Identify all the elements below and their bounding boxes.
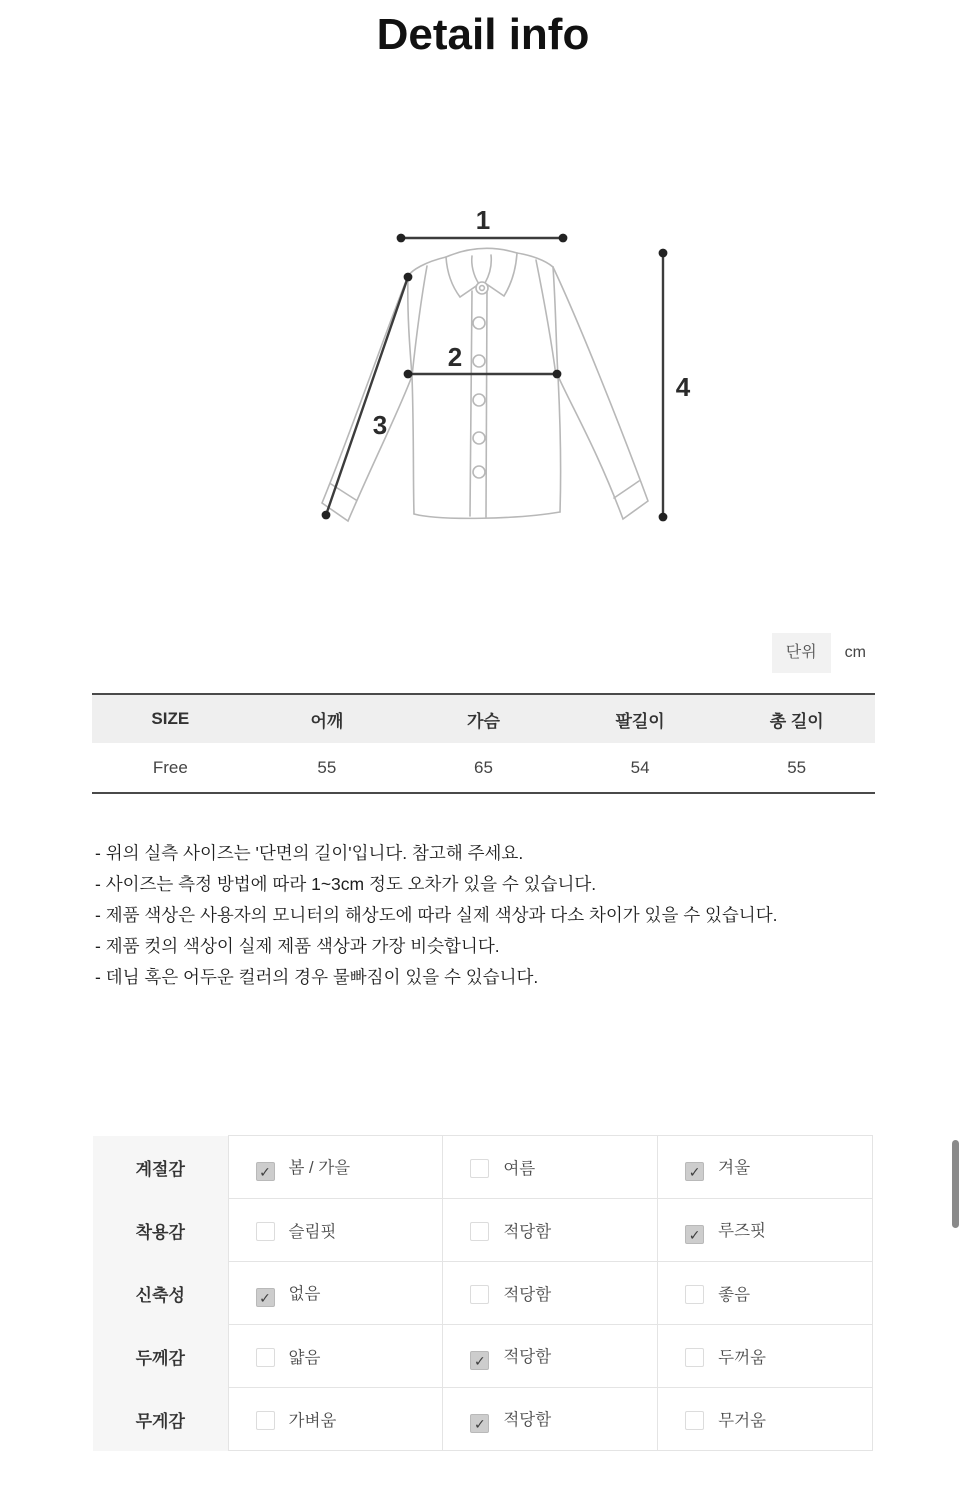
shirt-button xyxy=(473,394,485,406)
size-table xyxy=(92,693,875,794)
measure-dot xyxy=(397,234,406,243)
scrollbar-thumb[interactable] xyxy=(952,1140,959,1228)
feature-option-label: 적당함 xyxy=(503,1410,552,1429)
shirt-collar-right-leaf xyxy=(485,253,517,296)
shirt-placket-left-line xyxy=(470,291,472,516)
shirt-diagram-svg xyxy=(300,200,700,550)
feature-row xyxy=(93,1388,873,1451)
size-header-shoulder: 어깨 xyxy=(249,694,406,743)
feature-option-cell xyxy=(658,1262,873,1325)
measure-dot xyxy=(404,370,413,379)
note-line: - 제품 컷의 색상이 실제 제품 색상과 가장 비슷합니다. xyxy=(95,936,500,956)
measurement-lines xyxy=(322,234,668,522)
feature-option-cell xyxy=(228,1136,443,1199)
checkbox-checked-icon[interactable]: ✓ xyxy=(470,1414,489,1433)
measurement-labels xyxy=(373,205,691,440)
shirt-right-side xyxy=(553,267,561,512)
shirt-measurement-diagram xyxy=(300,200,700,550)
shirt-collar-back xyxy=(446,248,517,257)
checkbox-checked-icon[interactable]: ✓ xyxy=(256,1288,275,1307)
checkbox-unchecked-icon[interactable] xyxy=(256,1222,275,1241)
feature-option-label: 좋음 xyxy=(718,1286,751,1304)
checkbox-checked-icon[interactable]: ✓ xyxy=(256,1162,275,1181)
feature-option-label: 슬림핏 xyxy=(288,1223,337,1241)
feature-row xyxy=(93,1199,873,1262)
feature-option-cell xyxy=(228,1388,443,1451)
unit-badge: 단위 xyxy=(772,633,831,673)
measure-label-1: 1 xyxy=(475,205,491,235)
checkbox-unchecked-icon[interactable] xyxy=(256,1348,275,1367)
note-line: - 제품 색상은 사용자의 모니터의 해상도에 따라 실제 색상과 다소 차이가 있을 수 있습니다. xyxy=(95,905,778,925)
feature-row-label: 두께감 xyxy=(93,1325,228,1388)
measure-dot xyxy=(559,234,568,243)
checkbox-unchecked-icon[interactable] xyxy=(685,1348,704,1367)
size-header-size: SIZE xyxy=(92,694,249,743)
shirt-hem xyxy=(414,512,560,518)
measure-dot xyxy=(553,370,562,379)
shirt-right-sleeve xyxy=(553,267,648,519)
feature-option-cell xyxy=(658,1136,873,1199)
feature-option-label: 여름 xyxy=(503,1160,536,1178)
feature-table-body xyxy=(93,1136,873,1451)
checkbox-checked-icon[interactable]: ✓ xyxy=(685,1225,704,1244)
checkbox-checked-icon[interactable]: ✓ xyxy=(685,1162,704,1181)
feature-option-cell xyxy=(228,1262,443,1325)
feature-option-label: 없음 xyxy=(288,1284,321,1303)
shirt-button xyxy=(473,355,485,367)
checkbox-unchecked-icon[interactable] xyxy=(256,1411,275,1430)
size-value-sleeve: 54 xyxy=(562,743,719,793)
checkbox-unchecked-icon[interactable] xyxy=(685,1285,704,1304)
feature-option-cell xyxy=(658,1325,873,1388)
feature-row-label: 무게감 xyxy=(93,1388,228,1451)
feature-row-label: 계절감 xyxy=(93,1136,228,1199)
note-line: - 위의 실측 사이즈는 '단면의 길이'입니다. 참고해 주세요. xyxy=(95,843,524,863)
feature-option-label: 겨울 xyxy=(718,1158,751,1177)
feature-option-cell xyxy=(658,1388,873,1451)
feature-option-label: 가벼움 xyxy=(288,1412,337,1430)
feature-option-cell xyxy=(228,1199,443,1262)
feature-option-cell xyxy=(228,1325,443,1388)
size-header-sleeve: 팔길이 xyxy=(562,694,719,743)
feature-option-label: 무거움 xyxy=(718,1412,766,1430)
measure-label-2: 2 xyxy=(447,342,463,372)
feature-option-label: 얇음 xyxy=(288,1349,321,1367)
feature-option-cell xyxy=(443,1388,658,1451)
size-value-shoulder: 55 xyxy=(249,743,406,793)
shirt-collar-left-leaf xyxy=(446,256,479,297)
page-title: Detail info xyxy=(376,10,590,59)
checkbox-unchecked-icon[interactable] xyxy=(685,1411,704,1430)
size-value-size: Free xyxy=(92,743,249,793)
feature-option-cell xyxy=(443,1262,658,1325)
shirt-left-armhole-seam xyxy=(412,266,427,376)
feature-row xyxy=(93,1262,873,1325)
feature-option-cell xyxy=(443,1325,658,1388)
size-value-length: 55 xyxy=(718,743,875,793)
feature-option-cell xyxy=(443,1199,658,1262)
feature-row xyxy=(93,1325,873,1388)
feature-option-label: 봄 / 가을 xyxy=(288,1158,351,1177)
size-header-chest: 가슴 xyxy=(405,694,562,743)
measure-label-4: 4 xyxy=(675,372,691,402)
measure-dot xyxy=(659,249,668,258)
checkbox-unchecked-icon[interactable] xyxy=(470,1285,489,1304)
feature-option-label: 적당함 xyxy=(503,1347,552,1366)
size-table-header-row xyxy=(92,694,875,743)
size-header-length: 총 길이 xyxy=(718,694,875,743)
feature-option-cell xyxy=(443,1136,658,1199)
shirt-button xyxy=(473,432,485,444)
size-value-chest: 65 xyxy=(405,743,562,793)
checkbox-unchecked-icon[interactable] xyxy=(470,1222,489,1241)
shirt-collar-button xyxy=(476,282,488,294)
feature-row-label: 착용감 xyxy=(93,1199,228,1262)
feature-table xyxy=(93,1135,873,1451)
measure-dot xyxy=(659,513,668,522)
feature-row-label: 신축성 xyxy=(93,1262,228,1325)
shirt-right-cuff-line xyxy=(614,481,639,498)
product-notes xyxy=(95,838,885,993)
unit-row xyxy=(772,633,866,673)
shirt-button xyxy=(473,317,485,329)
feature-option-label: 적당함 xyxy=(503,1286,552,1304)
note-line: - 사이즈는 측정 방법에 따라 1~3cm 정도 오차가 있을 수 있습니다. xyxy=(95,874,597,894)
feature-option-label: 적당함 xyxy=(503,1223,552,1241)
shirt-placket-right-line xyxy=(486,290,487,517)
measure-dot xyxy=(404,273,413,282)
shirt-right-shoulder xyxy=(517,253,553,267)
unit-value: cm xyxy=(844,644,866,661)
measure-dot xyxy=(322,511,331,520)
checkbox-checked-icon[interactable]: ✓ xyxy=(470,1351,489,1370)
size-table-data-row xyxy=(92,743,875,793)
shirt-left-side xyxy=(408,276,414,514)
note-line: - 데님 혹은 어두운 컬러의 경우 물빠짐이 있을 수 있습니다. xyxy=(95,967,539,987)
feature-option-label: 루즈핏 xyxy=(718,1221,766,1240)
checkbox-unchecked-icon[interactable] xyxy=(470,1159,489,1178)
feature-row xyxy=(93,1136,873,1199)
feature-option-label: 두꺼움 xyxy=(718,1349,766,1367)
shirt-button xyxy=(473,466,485,478)
feature-option-cell xyxy=(658,1199,873,1262)
measure-label-3: 3 xyxy=(372,410,388,440)
